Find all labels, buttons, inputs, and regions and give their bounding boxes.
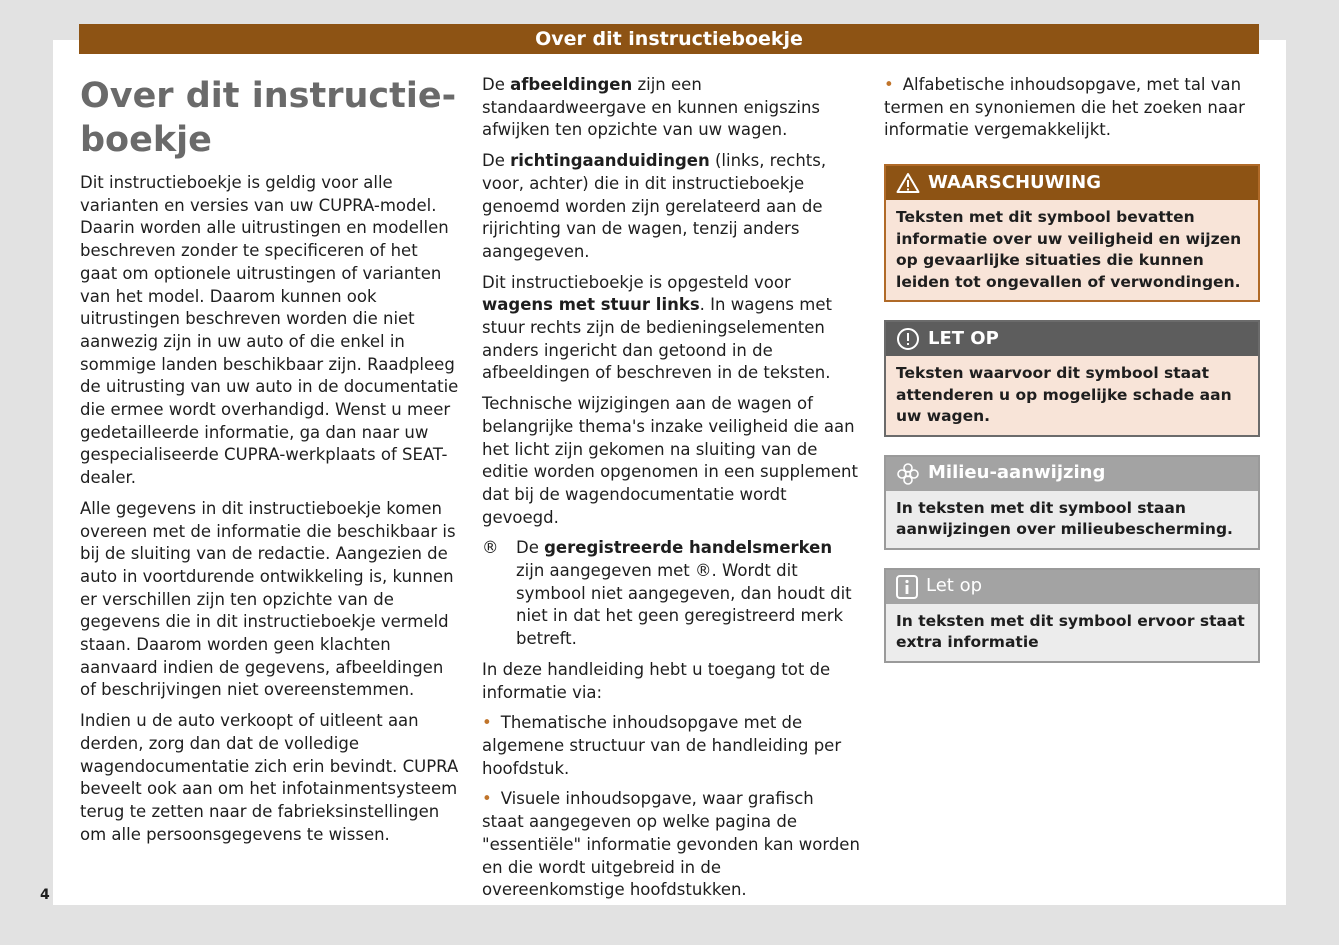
paragraph-images: De afbeeldingen zijn een standaardweergave en kunnen enigszins afwijken ten opzichte van uw wagen. <box>482 75 821 140</box>
paragraph-data-accuracy: Alle gegevens in dit instructieboekje komen overeen met de informatie die beschikbaar is bij de sluiting van de redactie. Aangezien de auto in voortdurende ontwikkeling is, kunnen er verschillen zijn ten opzichte van de gegevens die in dit instructieboekje vermeld staan. Daarom worden geen klachten aanvaard indien de gegevens, afbeeldingen of beschrijvingen niet overeenstemmen. <box>80 498 456 700</box>
bullet-icon: • <box>482 713 492 733</box>
paragraph-resale: Indien u de auto verkoopt of uitleent aan derden, zorg dan dat de volledige wagendocumentatie zich erin bevindt. CUPRA beveelt ook aan om het infotainmentsysteem terug te zetten naar de fabrieksinstellingen om alle persoonsgegevens te wissen. <box>80 711 459 844</box>
caution-text: Teksten waarvoor dit symbool staat attenderen u op mogelijke schade aan uw wagen. <box>886 356 1258 435</box>
warning-text: Teksten met dit symbool bevatten informatie over uw veiligheid en wijzen op gevaarlijke situaties die kunnen leiden tot ongevallen of verwondingen. <box>886 200 1258 300</box>
environment-text: In teksten met dit symbool staan aanwijzingen over milieubescherming. <box>886 491 1258 548</box>
warning-header <box>886 166 1258 200</box>
bullet-icon: • <box>482 789 492 809</box>
warning-title: WAARSCHUWING <box>928 171 1102 193</box>
column-middle <box>482 74 860 910</box>
caution-box <box>884 320 1260 437</box>
bullet-icon: • <box>884 75 894 94</box>
flower-icon <box>896 462 920 486</box>
caution-header <box>886 322 1258 356</box>
list-item: • Thematische inhoudsopgave met de algemene structuur van de handleiding per hoofdstuk. <box>482 713 842 778</box>
registered-text: De geregistreerde handelsmerken zijn aangegeven met ®. Wordt dit symbool niet aangegeven, dan houdt dit niet in dat het geen geregistreerd merk betreft. <box>516 538 852 649</box>
note-title: Let op <box>926 575 983 597</box>
title-line-2: boekje <box>80 120 212 160</box>
environment-box <box>884 455 1260 550</box>
registered-trademark-note <box>482 537 860 651</box>
column-right <box>884 74 1260 681</box>
paragraph-technical-changes: Technische wijzigingen aan de wagen of belangrijke thema's inzake veiligheid die aan het licht zijn gekomen na sluiting van de editie worden opgenomen in een supplement dat bij de wagendocumentatie wordt gevoegd. <box>482 394 858 527</box>
note-box <box>884 568 1260 663</box>
info-icon <box>896 575 918 599</box>
column-left <box>80 74 460 854</box>
paragraph-access: In deze handleiding hebt u toegang tot de informatie via: <box>482 659 831 702</box>
warning-box <box>884 164 1260 302</box>
exclamation-circle-icon <box>896 327 920 351</box>
paragraph-left-hand-drive: Dit instructieboekje is opgesteld voor wagens met stuur links. In wagens met stuur rechts zijn de bedieningselementen anders ingericht dan getoond in de afbeeldingen of beschreven in de teksten. <box>482 272 832 383</box>
paragraph-validity: Dit instructieboekje is geldig voor alle varianten en versies van uw CUPRA-model. Daarin worden alle uitrustingen en modellen beschreven zonder te specificeren of het gaat om optionele uitrustingen of varianten van het model. Daarom kunnen ook uitrustingen beschreven worden die niet aanwezig zijn in uw auto of die enkel in sommige landen beschikbaar zijn. Raadpleeg de uitrusting van uw auto in de documentatie die ermee wordt overhandigd. Wenst u meer gedetailleerde informatie, ga dan naar uw gespecialiseerde CUPRA-werkplaats of SEAT-dealer. <box>80 173 459 488</box>
note-header <box>886 570 1258 604</box>
paragraph-directions: De richtingaanduidingen (links, rechts, voor, achter) die in dit instructieboekje genoemd worden zijn gerelateerd aan de rijrichting van de wagen, tenzij anders aangegeven. <box>482 151 827 261</box>
caution-title: LET OP <box>928 327 999 349</box>
page-number: 4 <box>40 887 50 903</box>
warning-triangle-icon <box>896 172 920 194</box>
environment-header <box>886 457 1258 491</box>
title-line-1: Over dit instructie- <box>80 76 457 116</box>
list-item: • Alfabetische inhoudsopgave, met tal van termen en synoniemen die het zoeken naar informatie vergemakkelijkt. <box>884 75 1245 140</box>
page-title <box>80 74 460 162</box>
environment-title: Milieu-aanwijzing <box>928 462 1106 484</box>
registered-symbol: ® <box>482 538 499 558</box>
list-item: • Visuele inhoudsopgave, waar grafisch staat aangegeven op welke pagina de "essentiële" informatie gevonden kan worden en die wordt uitgebreid in de overeenkomstige hoofdstukken. <box>482 789 860 900</box>
note-text: In teksten met dit symbool ervoor staat extra informatie <box>886 604 1258 661</box>
section-header: Over dit instructieboekje <box>79 24 1259 54</box>
